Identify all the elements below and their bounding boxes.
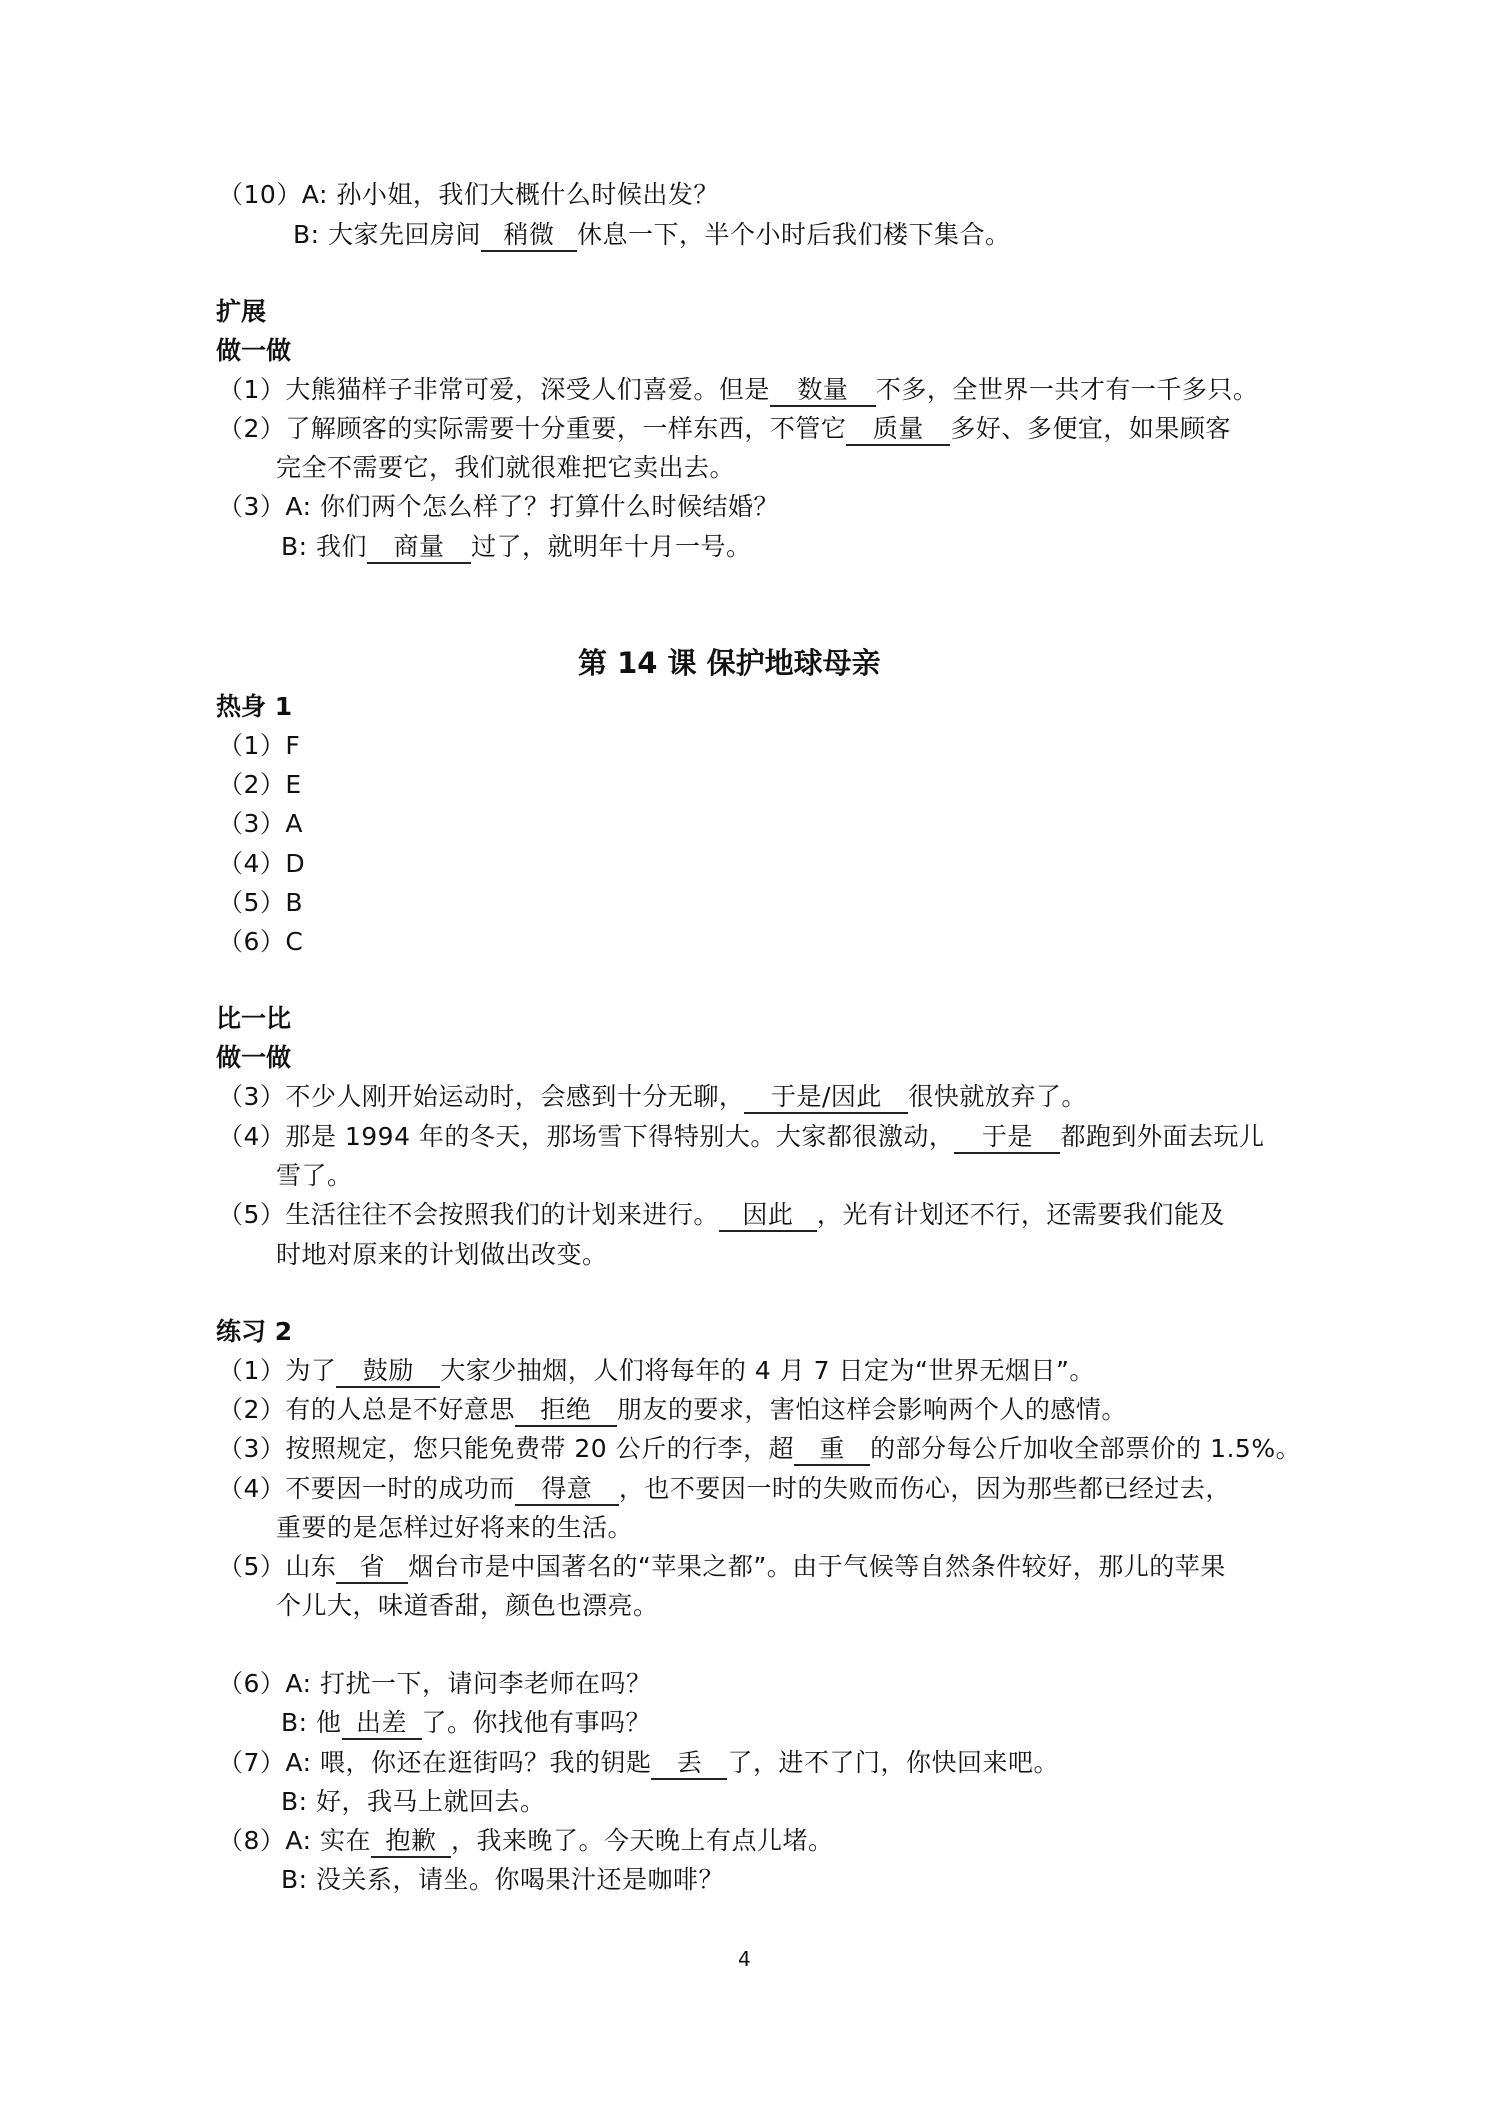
kuozhan-item-2-text: （2）了解顾客的实际需要十分重要，一样东西，不管它 xyxy=(218,414,847,443)
biyibi-item-3-text: （3）不少人刚开始运动时，会感到十分无聊， xyxy=(218,1082,745,1111)
kuozhan-item-3-a: （3）A: 你们两个怎么样了？打算什么时候结婚？ xyxy=(218,492,779,521)
lianxi-item-7-a-rest: 了，进不了门，你快回来吧。 xyxy=(727,1748,1059,1777)
kuozhan-item-3-b-rest: 过了，就明年十月一号。 xyxy=(471,532,752,561)
answer-blank: 得意 xyxy=(515,1474,619,1506)
subsection-heading-zuoyizuo: 做一做 xyxy=(216,1043,292,1072)
answer-blank: 因此 xyxy=(719,1200,817,1232)
lianxi-item-7-a-text: （7）A: 喂，你还在逛街吗？我的钥匙 xyxy=(218,1748,652,1777)
reshen-answer-5: （5）B xyxy=(218,888,304,917)
item-10-b-rest: 休息一下，半个小时后我们楼下集合。 xyxy=(577,220,1011,249)
answer-blank: 质量 xyxy=(846,414,950,446)
lianxi-item-8-a-text: （8）A: 实在 xyxy=(218,1826,371,1855)
lianxi-item-6-b-text: B: 他 xyxy=(281,1708,342,1737)
item-10-b-text: B: 大家先回房间 xyxy=(293,220,482,249)
reshen-answer-2: （2）E xyxy=(218,770,302,799)
lianxi-item-4 xyxy=(218,1472,1231,1506)
biyibi-item-3 xyxy=(218,1080,1087,1114)
page-number: 4 xyxy=(738,1947,751,1971)
reshen-answer-3: （3）A xyxy=(218,809,304,838)
lianxi-item-1-rest: 大家少抽烟，人们将每年的 4 月 7 日定为“世界无烟日”。 xyxy=(440,1356,1095,1385)
section-heading-lianxi: 练习 2 xyxy=(216,1317,293,1346)
section-heading-reshen: 热身 1 xyxy=(216,692,293,721)
biyibi-item-3-rest: 很快就放弃了。 xyxy=(908,1082,1087,1111)
lianxi-item-6-b xyxy=(281,1706,651,1740)
reshen-answer-1: （1）F xyxy=(218,731,301,760)
answer-blank: 于是/因此 xyxy=(744,1082,908,1114)
lianxi-item-4-cont: 重要的是怎样过好将来的生活。 xyxy=(276,1513,634,1542)
kuozhan-item-2-cont: 完全不需要它，我们就很难把它卖出去。 xyxy=(276,453,736,482)
item-10-a xyxy=(218,178,719,212)
lianxi-item-8-a xyxy=(218,1824,833,1858)
lianxi-item-2-rest: 朋友的要求，害怕这样会影响两个人的感情。 xyxy=(616,1395,1127,1424)
lianxi-item-7-b: B: 好，我马上就回去。 xyxy=(281,1787,546,1816)
lianxi-item-3 xyxy=(218,1432,1301,1466)
kuozhan-item-2-rest: 多好、多便宜，如果顾客 xyxy=(950,414,1231,443)
lianxi-item-2-text: （2）有的人总是不好意思 xyxy=(218,1395,515,1424)
lianxi-item-4-text: （4）不要因一时的成功而 xyxy=(218,1474,515,1503)
lianxi-item-6-b-rest: 了。你找他有事吗？ xyxy=(421,1708,652,1737)
lianxi-item-7-a xyxy=(218,1746,1059,1780)
answer-blank: 拒绝 xyxy=(515,1395,617,1427)
lianxi-item-5-rest: 烟台市是中国著名的“苹果之都”。由于气候等自然条件较好，那儿的苹果 xyxy=(408,1552,1226,1581)
biyibi-item-4-cont: 雪了。 xyxy=(276,1161,353,1190)
lianxi-item-3-text: （3）按照规定，您只能免费带 20 公斤的行李，超 xyxy=(218,1434,795,1463)
item-10-a-text: （10）A: 孙小姐，我们大概什么时候出发？ xyxy=(218,180,719,209)
reshen-answer-6: （6）C xyxy=(218,927,304,956)
biyibi-item-4-text: （4）那是 1994 年的冬天，那场雪下得特别大。大家都很激动， xyxy=(218,1122,955,1151)
lianxi-item-2 xyxy=(218,1393,1127,1427)
lesson-title: 第 14 课 保护地球母亲 xyxy=(578,646,881,680)
biyibi-item-4 xyxy=(218,1120,1264,1154)
answer-blank: 抱歉 xyxy=(371,1826,451,1858)
kuozhan-item-1-rest: 不多，全世界一共才有一千多只。 xyxy=(875,375,1259,404)
kuozhan-item-1 xyxy=(218,373,1258,407)
answer-blank: 重 xyxy=(794,1434,870,1466)
answer-blank: 数量 xyxy=(770,375,876,407)
answer-blank: 鼓励 xyxy=(336,1356,440,1388)
biyibi-item-5-text: （5）生活往往不会按照我们的计划来进行。 xyxy=(218,1200,719,1229)
biyibi-item-5 xyxy=(218,1198,1225,1232)
lianxi-item-8-b: B: 没关系，请坐。你喝果汁还是咖啡？ xyxy=(281,1865,725,1894)
kuozhan-item-3-b xyxy=(281,530,752,564)
biyibi-item-4-rest: 都跑到外面去玩儿 xyxy=(1060,1122,1265,1151)
biyibi-item-5-rest: ，光有计划还不行，还需要我们能及 xyxy=(816,1200,1225,1229)
kuozhan-item-2 xyxy=(218,412,1231,446)
answer-blank: 丢 xyxy=(651,1748,727,1780)
section-heading-biyibi: 比一比 xyxy=(216,1004,292,1033)
section-heading-kuozhan: 扩展 xyxy=(216,297,267,326)
kuozhan-item-1-text: （1）大熊猫样子非常可爱，深受人们喜爱。但是 xyxy=(218,375,770,404)
lianxi-item-6-a: （6）A: 打扰一下，请问李老师在吗？ xyxy=(218,1669,652,1698)
lianxi-item-5 xyxy=(218,1550,1226,1584)
subsection-heading-zuoyizuo: 做一做 xyxy=(216,336,292,365)
reshen-answer-4: （4）D xyxy=(218,849,306,878)
lianxi-item-8-a-rest: ，我来晚了。今天晚上有点儿堵。 xyxy=(450,1826,834,1855)
item-10-b xyxy=(293,218,1011,252)
answer-blank: 出差 xyxy=(342,1708,422,1740)
answer-blank: 稍微 xyxy=(481,220,577,252)
biyibi-item-5-cont: 时地对原来的计划做出改变。 xyxy=(276,1240,608,1269)
answer-blank: 省 xyxy=(336,1552,408,1584)
lianxi-item-1-text: （1）为了 xyxy=(218,1356,337,1385)
lianxi-item-4-rest: ，也不要因一时的失败而伤心，因为那些都已经过去， xyxy=(618,1474,1231,1503)
lianxi-item-3-rest: 的部分每公斤加收全部票价的 1.5%。 xyxy=(870,1434,1302,1463)
lianxi-item-1 xyxy=(218,1354,1095,1388)
answer-blank: 商量 xyxy=(367,532,471,564)
lianxi-item-5-text: （5）山东 xyxy=(218,1552,337,1581)
lianxi-item-5-cont: 个儿大，味道香甜，颜色也漂亮。 xyxy=(276,1591,659,1620)
kuozhan-item-3-b-text: B: 我们 xyxy=(281,532,368,561)
answer-blank: 于是 xyxy=(954,1122,1060,1154)
